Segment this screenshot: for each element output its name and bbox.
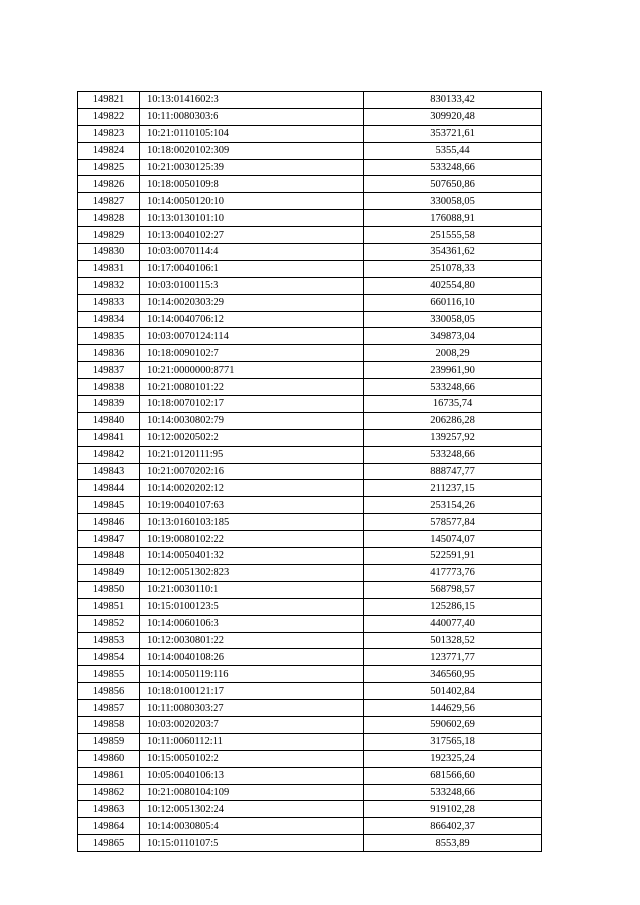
table-row — [78, 581, 542, 598]
row-number-cell: 149858 — [78, 716, 140, 733]
cadastral-number-cell: 10:21:0030110:1 — [140, 581, 364, 598]
table-row — [78, 615, 542, 632]
cadastral-number-cell: 10:14:0040706:12 — [140, 311, 364, 328]
table-row — [78, 700, 542, 717]
amount-cell: 8553,89 — [364, 835, 542, 852]
amount-cell: 211237,15 — [364, 480, 542, 497]
amount-cell: 590602,69 — [364, 716, 542, 733]
amount-cell: 330058,05 — [364, 311, 542, 328]
amount-cell: 417773,76 — [364, 564, 542, 581]
amount-cell: 578577,84 — [364, 514, 542, 531]
table-row — [78, 210, 542, 227]
cadastral-number-cell: 10:12:0030801:22 — [140, 632, 364, 649]
table-row — [78, 294, 542, 311]
amount-cell: 402554,80 — [364, 277, 542, 294]
amount-cell: 253154,26 — [364, 497, 542, 514]
amount-cell: 144629,56 — [364, 700, 542, 717]
cadastral-number-cell: 10:15:0110107:5 — [140, 835, 364, 852]
amount-cell: 349873,04 — [364, 328, 542, 345]
row-number-cell: 149840 — [78, 412, 140, 429]
amount-cell: 125286,15 — [364, 598, 542, 615]
cadastral-number-cell: 10:21:0070202:16 — [140, 463, 364, 480]
cadastral-number-cell: 10:14:0060106:3 — [140, 615, 364, 632]
row-number-cell: 149823 — [78, 125, 140, 142]
row-number-cell: 149851 — [78, 598, 140, 615]
row-number-cell: 149848 — [78, 548, 140, 565]
cadastral-number-cell: 10:11:0060112:11 — [140, 733, 364, 750]
cadastral-number-cell: 10:18:0070102:17 — [140, 396, 364, 413]
cadastral-number-cell: 10:18:0020102:309 — [140, 142, 364, 159]
table-row — [78, 244, 542, 261]
cadastral-number-cell: 10:19:0040107:63 — [140, 497, 364, 514]
cadastral-number-cell: 10:05:0040106:13 — [140, 767, 364, 784]
table-row — [78, 750, 542, 767]
cadastral-number-cell: 10:14:0020303:29 — [140, 294, 364, 311]
table-row — [78, 328, 542, 345]
amount-cell: 192325,24 — [364, 750, 542, 767]
amount-cell: 353721,61 — [364, 125, 542, 142]
row-number-cell: 149847 — [78, 531, 140, 548]
row-number-cell: 149852 — [78, 615, 140, 632]
amount-cell: 251078,33 — [364, 260, 542, 277]
amount-cell: 919102,28 — [364, 801, 542, 818]
cadastral-number-cell: 10:12:0020502:2 — [140, 429, 364, 446]
table-row — [78, 683, 542, 700]
row-number-cell: 149843 — [78, 463, 140, 480]
amount-cell: 501402,84 — [364, 683, 542, 700]
row-number-cell: 149821 — [78, 92, 140, 109]
cadastral-number-cell: 10:18:0100121:17 — [140, 683, 364, 700]
row-number-cell: 149855 — [78, 666, 140, 683]
cadastral-number-cell: 10:17:0040106:1 — [140, 260, 364, 277]
amount-cell: 346560,95 — [364, 666, 542, 683]
table-row — [78, 632, 542, 649]
table-row — [78, 412, 542, 429]
table-row — [78, 446, 542, 463]
cadastral-number-cell: 10:03:0070124:114 — [140, 328, 364, 345]
table-row — [78, 108, 542, 125]
cadastral-number-cell: 10:21:0080104:109 — [140, 784, 364, 801]
row-number-cell: 149833 — [78, 294, 140, 311]
cadastral-number-cell: 10:18:0090102:7 — [140, 345, 364, 362]
row-number-cell: 149824 — [78, 142, 140, 159]
cadastral-number-cell: 10:18:0050109:8 — [140, 176, 364, 193]
row-number-cell: 149827 — [78, 193, 140, 210]
cadastral-number-cell: 10:21:0080101:22 — [140, 379, 364, 396]
table-row — [78, 767, 542, 784]
cadastral-number-cell: 10:14:0050119:116 — [140, 666, 364, 683]
amount-cell: 501328,52 — [364, 632, 542, 649]
amount-cell: 354361,62 — [364, 244, 542, 261]
cadastral-number-cell: 10:03:0100115:3 — [140, 277, 364, 294]
cadastral-number-cell: 10:21:0000000:8771 — [140, 362, 364, 379]
row-number-cell: 149860 — [78, 750, 140, 767]
row-number-cell: 149865 — [78, 835, 140, 852]
amount-cell: 440077,40 — [364, 615, 542, 632]
row-number-cell: 149832 — [78, 277, 140, 294]
cadastral-number-cell: 10:21:0030125:39 — [140, 159, 364, 176]
table-body — [78, 92, 542, 852]
table-row — [78, 260, 542, 277]
row-number-cell: 149846 — [78, 514, 140, 531]
table-row — [78, 379, 542, 396]
cadastral-number-cell: 10:03:0020203:7 — [140, 716, 364, 733]
table-row — [78, 125, 542, 142]
table-row — [78, 801, 542, 818]
data-table — [77, 91, 542, 852]
table-row — [78, 227, 542, 244]
row-number-cell: 149854 — [78, 649, 140, 666]
table-row — [78, 277, 542, 294]
cadastral-number-cell: 10:19:0080102:22 — [140, 531, 364, 548]
table-row — [78, 480, 542, 497]
amount-cell: 866402,37 — [364, 818, 542, 835]
amount-cell: 533248,66 — [364, 159, 542, 176]
row-number-cell: 149839 — [78, 396, 140, 413]
row-number-cell: 149828 — [78, 210, 140, 227]
cadastral-number-cell: 10:14:0050401:32 — [140, 548, 364, 565]
table-row — [78, 666, 542, 683]
table-row — [78, 598, 542, 615]
cadastral-number-cell: 10:15:0050102:2 — [140, 750, 364, 767]
row-number-cell: 149857 — [78, 700, 140, 717]
cadastral-number-cell: 10:12:0051302:24 — [140, 801, 364, 818]
amount-cell: 830133,42 — [364, 92, 542, 109]
row-number-cell: 149830 — [78, 244, 140, 261]
amount-cell: 330058,05 — [364, 193, 542, 210]
amount-cell: 5355,44 — [364, 142, 542, 159]
row-number-cell: 149829 — [78, 227, 140, 244]
cadastral-number-cell: 10:21:0110105:104 — [140, 125, 364, 142]
cadastral-number-cell: 10:11:0080303:27 — [140, 700, 364, 717]
amount-cell: 2008,29 — [364, 345, 542, 362]
row-number-cell: 149864 — [78, 818, 140, 835]
amount-cell: 317565,18 — [364, 733, 542, 750]
table-row — [78, 176, 542, 193]
amount-cell: 239961,90 — [364, 362, 542, 379]
cadastral-number-cell: 10:12:0051302:823 — [140, 564, 364, 581]
table-row — [78, 193, 542, 210]
amount-cell: 888747,77 — [364, 463, 542, 480]
row-number-cell: 149822 — [78, 108, 140, 125]
row-number-cell: 149845 — [78, 497, 140, 514]
row-number-cell: 149849 — [78, 564, 140, 581]
amount-cell: 660116,10 — [364, 294, 542, 311]
table-row — [78, 564, 542, 581]
table-row — [78, 92, 542, 109]
amount-cell: 16735,74 — [364, 396, 542, 413]
row-number-cell: 149856 — [78, 683, 140, 700]
table-row — [78, 311, 542, 328]
table-row — [78, 514, 542, 531]
table-row — [78, 733, 542, 750]
amount-cell: 568798,57 — [364, 581, 542, 598]
table-row — [78, 835, 542, 852]
table-row — [78, 142, 542, 159]
amount-cell: 507650,86 — [364, 176, 542, 193]
cadastral-number-cell: 10:14:0050120:10 — [140, 193, 364, 210]
amount-cell: 533248,66 — [364, 379, 542, 396]
row-number-cell: 149837 — [78, 362, 140, 379]
amount-cell: 145074,07 — [364, 531, 542, 548]
cadastral-number-cell: 10:13:0160103:185 — [140, 514, 364, 531]
row-number-cell: 149863 — [78, 801, 140, 818]
row-number-cell: 149826 — [78, 176, 140, 193]
cadastral-number-cell: 10:13:0040102:27 — [140, 227, 364, 244]
amount-cell: 206286,28 — [364, 412, 542, 429]
amount-cell: 309920,48 — [364, 108, 542, 125]
table-row — [78, 159, 542, 176]
row-number-cell: 149838 — [78, 379, 140, 396]
cadastral-number-cell: 10:11:0080303:6 — [140, 108, 364, 125]
cadastral-number-cell: 10:21:0120111:95 — [140, 446, 364, 463]
amount-cell: 533248,66 — [364, 446, 542, 463]
amount-cell: 251555,58 — [364, 227, 542, 244]
row-number-cell: 149825 — [78, 159, 140, 176]
table-row — [78, 649, 542, 666]
row-number-cell: 149842 — [78, 446, 140, 463]
amount-cell: 533248,66 — [364, 784, 542, 801]
table-row — [78, 548, 542, 565]
table-row — [78, 345, 542, 362]
table-row — [78, 463, 542, 480]
row-number-cell: 149834 — [78, 311, 140, 328]
cadastral-number-cell: 10:13:0141602:3 — [140, 92, 364, 109]
table-row — [78, 531, 542, 548]
row-number-cell: 149859 — [78, 733, 140, 750]
cadastral-number-cell: 10:03:0070114:4 — [140, 244, 364, 261]
table-row — [78, 497, 542, 514]
row-number-cell: 149844 — [78, 480, 140, 497]
row-number-cell: 149862 — [78, 784, 140, 801]
row-number-cell: 149850 — [78, 581, 140, 598]
table-row — [78, 818, 542, 835]
table-row — [78, 396, 542, 413]
cadastral-number-cell: 10:13:0130101:10 — [140, 210, 364, 227]
row-number-cell: 149836 — [78, 345, 140, 362]
amount-cell: 681566,60 — [364, 767, 542, 784]
amount-cell: 123771,77 — [364, 649, 542, 666]
amount-cell: 139257,92 — [364, 429, 542, 446]
row-number-cell: 149831 — [78, 260, 140, 277]
table-row — [78, 784, 542, 801]
table-row — [78, 362, 542, 379]
table-row — [78, 429, 542, 446]
amount-cell: 176088,91 — [364, 210, 542, 227]
row-number-cell: 149861 — [78, 767, 140, 784]
row-number-cell: 149835 — [78, 328, 140, 345]
cadastral-number-cell: 10:14:0020202:12 — [140, 480, 364, 497]
row-number-cell: 149841 — [78, 429, 140, 446]
cadastral-number-cell: 10:14:0030802:79 — [140, 412, 364, 429]
table-row — [78, 716, 542, 733]
cadastral-number-cell: 10:14:0030805:4 — [140, 818, 364, 835]
cadastral-number-cell: 10:14:0040108:26 — [140, 649, 364, 666]
row-number-cell: 149853 — [78, 632, 140, 649]
cadastral-number-cell: 10:15:0100123:5 — [140, 598, 364, 615]
amount-cell: 522591,91 — [364, 548, 542, 565]
